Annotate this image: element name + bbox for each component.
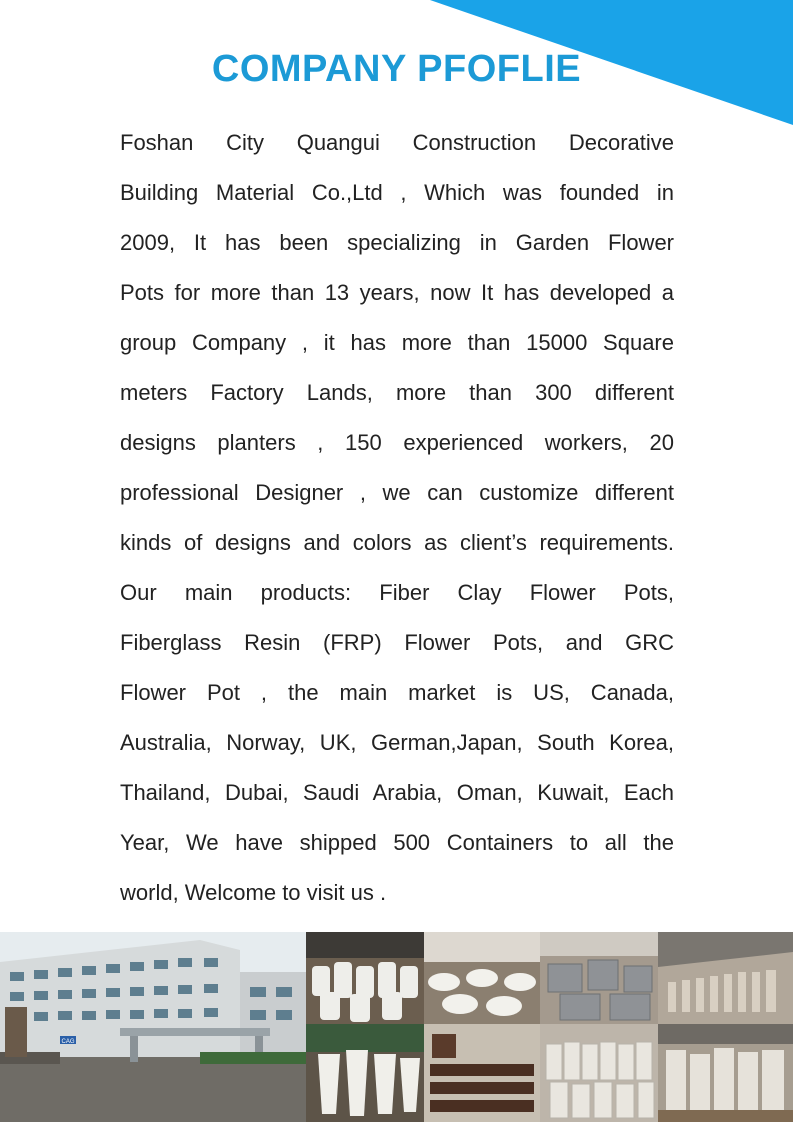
factory-building-photo bbox=[0, 932, 306, 1122]
grey-boxes-photo bbox=[540, 932, 658, 1024]
paragraph-line: world, Welcome to visit us . bbox=[120, 880, 387, 905]
paragraph-line: kinds of designs and colors as client’s requirements. bbox=[120, 530, 674, 555]
stacked-pots-photo bbox=[540, 1024, 658, 1122]
paragraph-line: group Company , it has more than 15000 Square bbox=[120, 330, 674, 355]
page-title: COMPANY PFOFLIE bbox=[211, 48, 582, 90]
paragraph-line: meters Factory Lands, more than 300 different bbox=[120, 380, 674, 405]
company-description bbox=[120, 118, 674, 918]
dark-troughs-photo bbox=[424, 1024, 540, 1122]
paragraph-line: Fiberglass Resin (FRP) Flower Pots, and GRC bbox=[120, 630, 674, 655]
paragraph-line: Foshan City Quangui Construction Decorative bbox=[120, 130, 674, 155]
paragraph-line: Pots for more than 13 years, now It has developed a bbox=[120, 280, 674, 305]
tall-planters-photo bbox=[306, 1024, 424, 1122]
warehouse-interior-photo bbox=[658, 932, 793, 1024]
paragraph-line: professional Designer , we can customize different bbox=[120, 480, 674, 505]
white-planters-photo bbox=[306, 932, 424, 1024]
paragraph-line: designs planters , 150 experienced workers, 20 bbox=[120, 430, 674, 455]
paragraph-line: 2009, It has been specializing in Garden Flower bbox=[120, 230, 674, 255]
paragraph-line: Australia, Norway, UK, German,Japan, South Korea, bbox=[120, 730, 674, 755]
paragraph-line: Building Material Co.,Ltd , Which was founded in bbox=[120, 180, 674, 205]
white-bowls-photo bbox=[424, 932, 540, 1024]
paragraph-line: Flower Pot , the main market is US, Canada, bbox=[120, 680, 674, 705]
factory-sign-text: CAG bbox=[61, 1039, 75, 1045]
packed-planters-photo bbox=[658, 1024, 793, 1122]
photo-strip bbox=[0, 932, 793, 1122]
paragraph-line: Year, We have shipped 500 Containers to all the bbox=[120, 830, 674, 855]
paragraph-line: Thailand, Dubai, Saudi Arabia, Oman, Kuwait, Each bbox=[120, 780, 674, 805]
paragraph-line: Our main products: Fiber Clay Flower Pots, bbox=[120, 580, 674, 605]
